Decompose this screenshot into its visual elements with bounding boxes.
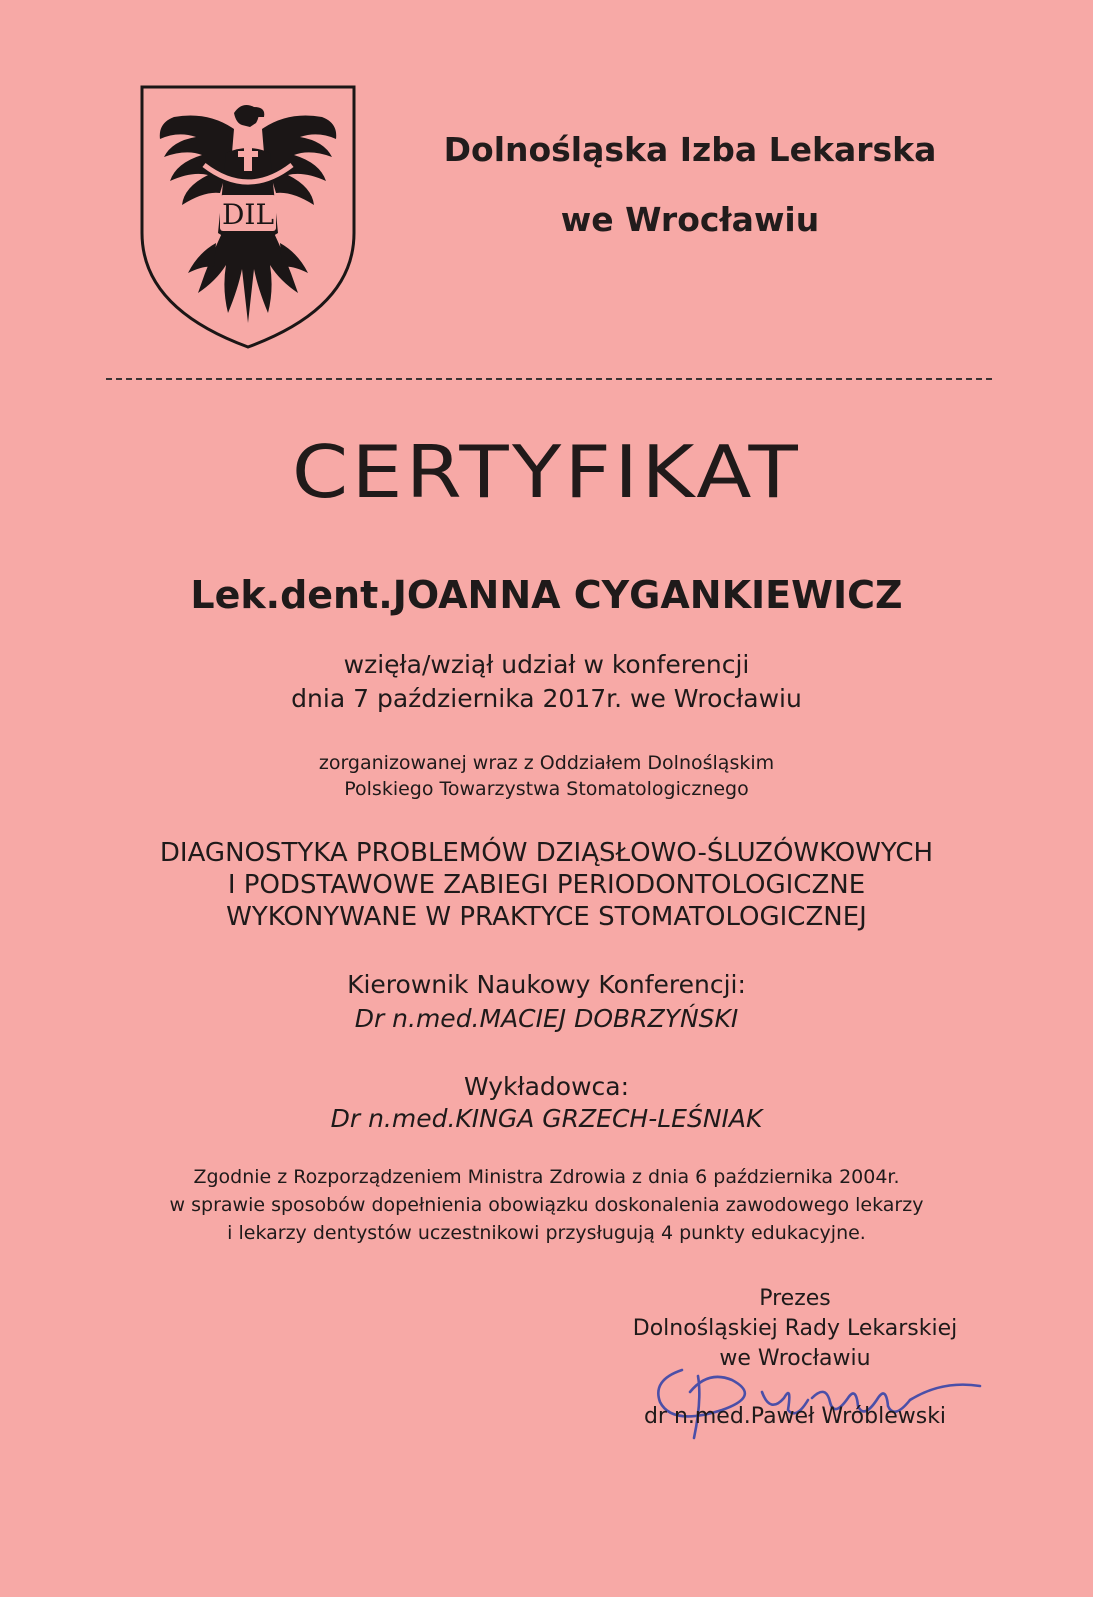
recipient-name: Lek.dent.JOANNA CYGANKIEWICZ	[190, 573, 903, 617]
lecturer-name: Dr n.med.KINGA GRZECH-LEŚNIAK	[330, 1104, 763, 1133]
lecturer-label: Wykładowca:	[463, 1072, 630, 1101]
dashed-divider	[106, 378, 992, 380]
organized-line-2: Polskiego Towarzystwa Stomatologicznego	[344, 778, 749, 800]
certificate-title: CERTYFIKAT	[291, 430, 802, 514]
eagle-crest-logo	[138, 83, 358, 351]
crest-initials: DIL	[221, 198, 275, 231]
signatory-city: we Wrocławiu	[719, 1346, 871, 1371]
organization-city: we Wrocławiu	[560, 200, 820, 239]
topic-line-2: I PODSTAWOWE ZABIEGI PERIODONTOLOGICZNE	[227, 870, 866, 900]
signatory-council: Dolnośląskiej Rady Lekarskiej	[632, 1316, 958, 1341]
organization-name: Dolnośląska Izba Lekarska	[443, 130, 937, 169]
legal-line-3: i lekarzy dentystów uczestnikowi przysługują 4 punkty edukacyjne.	[227, 1222, 866, 1244]
topic-line-1: DIAGNOSTYKA PROBLEMÓW DZIĄSŁOWO-ŚLUZÓWKOWYCH	[159, 838, 934, 868]
legal-line-1: Zgodnie z Rozporządzeniem Ministra Zdrowia z dnia 6 października 2004r.	[193, 1166, 900, 1188]
handwritten-signature	[612, 1340, 1002, 1450]
signatory-title: Prezes	[759, 1286, 831, 1311]
participation-line-1: wzięła/wziął udział w konferencji	[343, 650, 750, 679]
signatory-name: dr n.med.Paweł Wróblewski	[643, 1404, 947, 1429]
legal-line-2: w sprawie sposobów dopełnienia obowiązku doskonalenia zawodowego lekarzy	[169, 1194, 924, 1216]
organized-line-1: zorganizowanej wraz z Oddziałem Dolnośląskim	[318, 752, 775, 774]
participation-line-2: dnia 7 października 2017r. we Wrocławiu	[291, 684, 802, 713]
topic-line-3: WYKONYWANE W PRAKTYCE STOMATOLOGICZNEJ	[226, 902, 867, 932]
director-name: Dr n.med.MACIEJ DOBRZYŃSKI	[354, 1004, 739, 1033]
director-label: Kierownik Naukowy Konferencji:	[347, 970, 746, 999]
